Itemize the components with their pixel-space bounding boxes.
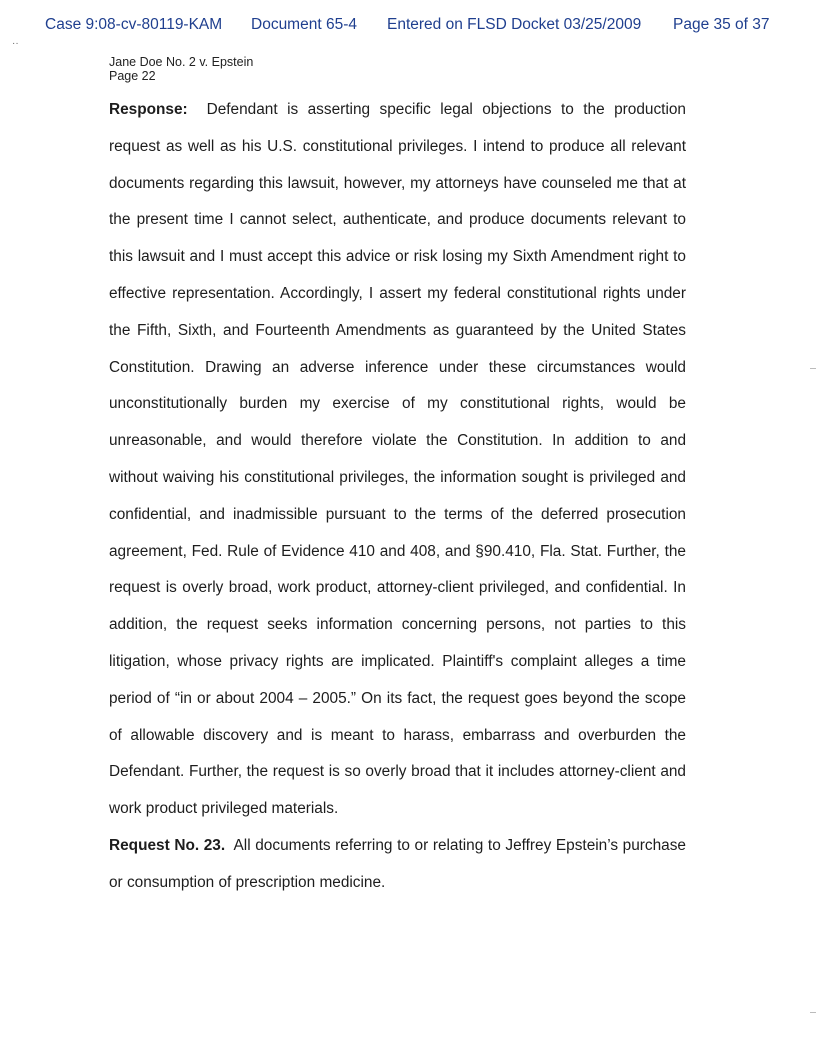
- case-number: Case 9:08-cv-80119-KAM: [45, 16, 223, 33]
- scan-speck: ··: [12, 38, 19, 49]
- document-number: Document 65-4: [251, 16, 357, 33]
- response-paragraph: [109, 92, 686, 828]
- header-page-number: Page 35 of 37: [673, 16, 770, 33]
- request-text: All documents referring to or relating to Jeffrey Epstein’s purchase or consumption of prescription medicine.: [109, 836, 686, 891]
- case-caption: [109, 55, 253, 83]
- response-text: Defendant is asserting specific legal objections to the production request as well as his U.S. constitutional privileges. I intend to produce all relevant documents regarding this lawsuit, however, my attorneys have counseled me that at the present time I cannot select, authenticate, and produce documents relevant to this lawsuit and I must accept this advice or risk losing my Sixth Amendment right to effective representation. Accordingly, I assert my federal constitutional rights under the Fifth, Sixth, and Fourteenth Amendments as guaranteed by the United States Constitution. Drawing an adverse inference under these circumstances would unconstitutionally burden my exercise of my constitutional rights, would be unreasonable, and would therefore violate the Constitution. In addition to and without waiving his constitutional privileges, the information sought is privileged and confidential, and inadmissible pursuant to the terms of the deferred prosecution agreement, Fed. Rule of Evidence 410 and 408, and §90.410, Fla. Stat. Further, the request is overly broad, work product, attorney-client privileged, and confidential. In addition, the request seeks information concerning persons, not parties to this litigation, whose privacy rights are implicated. Plaintiff's complaint alleges a time period of “in or about 2004 – 2005.” On its fact, the request goes beyond the scope of allowable discovery and is meant to harass, embarrass and overburden the Defendant. Further, the request is so overly broad that it includes attorney-client and work product privileged materials.: [109, 101, 686, 818]
- request-paragraph: [109, 828, 686, 902]
- docket-entry: Entered on FLSD Docket 03/25/2009: [387, 16, 642, 33]
- request-label: Request No. 23.: [109, 836, 226, 854]
- caption-title: Jane Doe No. 2 v. Epstein: [109, 55, 254, 69]
- response-label: Response:: [109, 101, 188, 118]
- margin-mark: [810, 368, 816, 369]
- margin-mark: [810, 1012, 816, 1013]
- caption-page: Page 22: [109, 69, 156, 83]
- document-body: [109, 92, 686, 902]
